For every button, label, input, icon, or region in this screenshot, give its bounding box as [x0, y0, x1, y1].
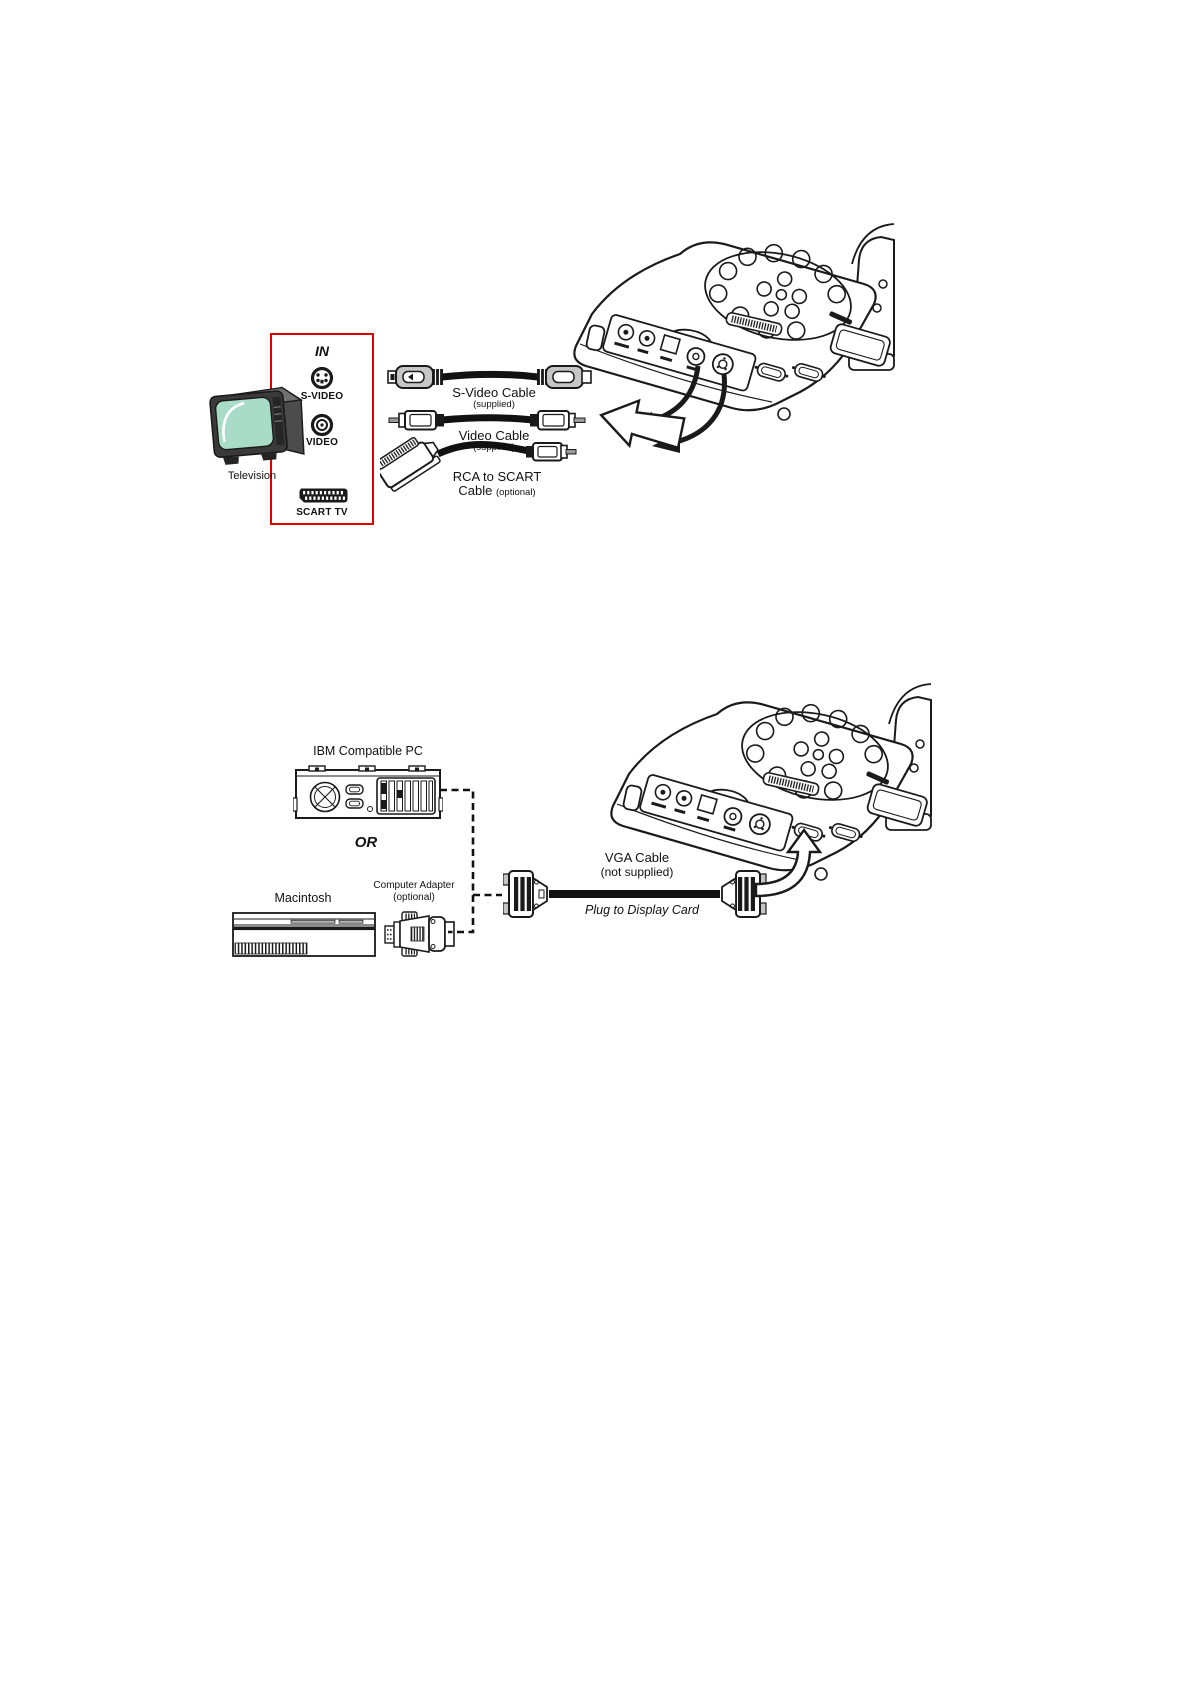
- s-video-connector-icon: [310, 366, 334, 390]
- adapter-label: Computer Adapter: [373, 880, 455, 891]
- television-illustration: [206, 378, 312, 470]
- television-label: Television: [227, 470, 277, 482]
- vga-port-arrow: [752, 826, 832, 904]
- s-video-cable-label: S-Video Cable: [452, 385, 536, 400]
- panel-title: IN: [315, 343, 329, 359]
- scart-cable-label-line1: RCA to SCART: [452, 469, 542, 484]
- document-camera-top-illustration: [548, 220, 896, 464]
- or-label: OR: [354, 834, 378, 851]
- dashed-connection-lines: [435, 782, 515, 942]
- scart-connector-icon: [295, 487, 349, 505]
- video-cable-label: Video Cable: [458, 428, 530, 443]
- adapter-note: (optional): [393, 891, 435, 903]
- ibm-pc-illustration: [293, 760, 443, 822]
- vga-cable-label: VGA Cable: [604, 850, 670, 865]
- scart-cable-note: (optional): [495, 487, 536, 498]
- plug-instruction-label: Plug to Display Card: [585, 903, 699, 917]
- scart-cable-label-line2: [422, 484, 572, 499]
- s-video-cable-note: (supplied): [473, 399, 515, 410]
- macintosh-label: Macintosh: [274, 891, 332, 905]
- video-cable-note: (supplied): [473, 442, 515, 453]
- scart-cable-word: Cable: [458, 483, 493, 498]
- vga-cable-note: (not supplied): [600, 865, 674, 879]
- ibm-pc-label: IBM Compatible PC: [313, 744, 423, 758]
- video-port-label: VIDEO: [305, 437, 339, 448]
- video-connector-icon: [310, 413, 334, 437]
- macintosh-illustration: [231, 906, 377, 958]
- vga-connector-left: [503, 871, 547, 917]
- scart-port-label: SCART TV: [296, 507, 348, 518]
- video-cable-drawing: [389, 411, 585, 430]
- s-video-port-label: S-VIDEO: [300, 391, 344, 402]
- hollow-arrow-icon: [596, 394, 686, 456]
